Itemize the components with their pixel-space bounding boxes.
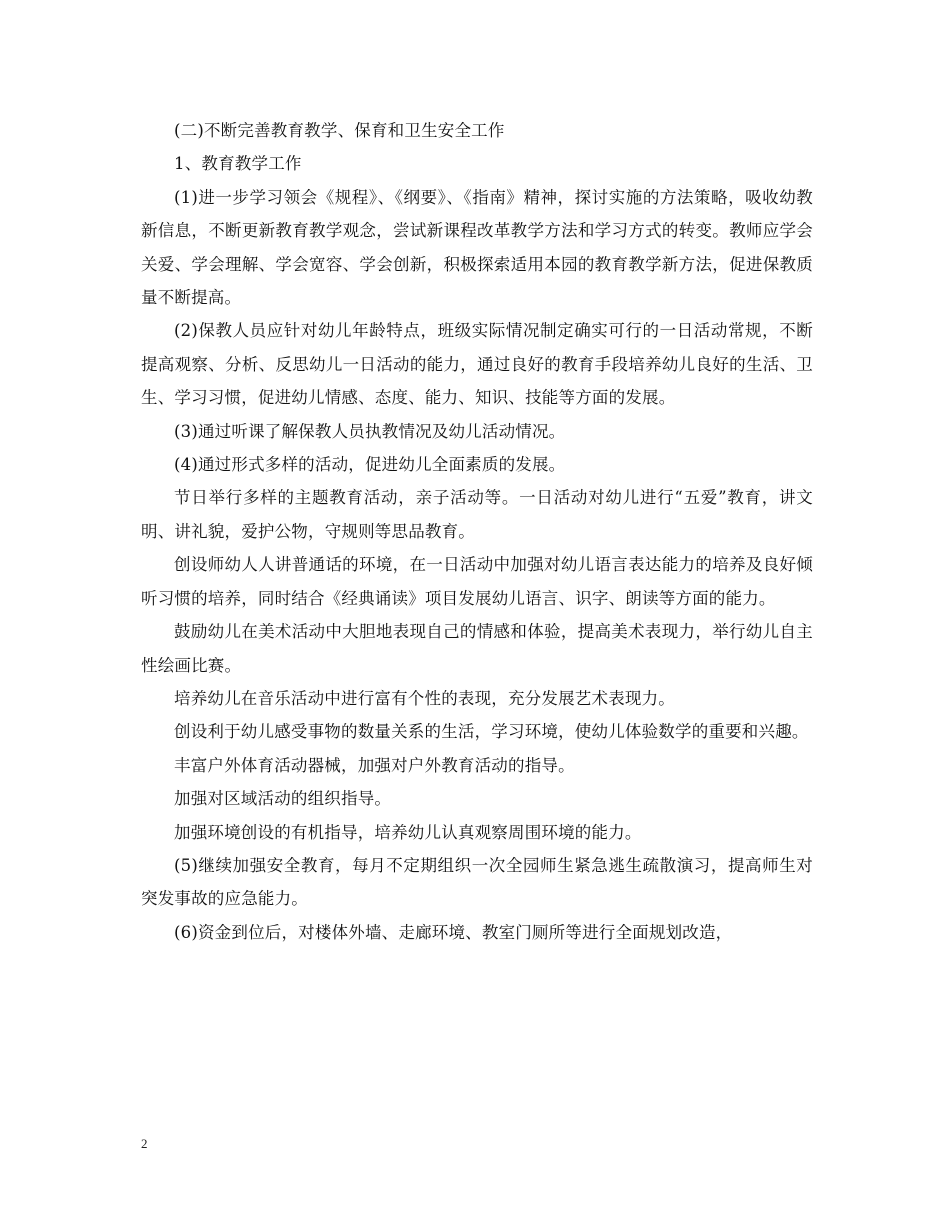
paragraph-math-environment: 创设利于幼儿感受事物的数量关系的生活，学习环境，使幼儿体验数学的重要和兴趣。	[174, 722, 809, 742]
subsection-heading: 1、教育教学工作	[174, 154, 302, 174]
paragraph-outdoor-activities: 丰富户外体育活动器械，加强对户外教育活动的指导。	[174, 755, 575, 775]
paragraph-festival-activities: 节日举行多样的主题教育活动，亲子活动等。一日活动对幼儿进行“五爱”教育，讲文明、讲礼貌，爱护公物，守规则等思品教育。	[141, 488, 813, 541]
page-number: 2	[141, 1136, 148, 1151]
paragraph-art-activities: 鼓励幼儿在美术活动中大胆地表现自己的情感和体验，提高美术表现力，举行幼儿自主性绘画比赛。	[141, 622, 813, 675]
paragraph-music-activities: 培养幼儿在音乐活动中进行富有个性的表现，充分发展艺术表现力。	[174, 688, 675, 708]
paragraph-environment-guidance: 加强环境创设的有机指导，培养幼儿认真观察周围环境的能力。	[174, 822, 642, 842]
paragraph-item-3: (3)通过听课了解保教人员执教情况及幼儿活动情况。	[174, 421, 566, 441]
paragraph-area-activities: 加强对区域活动的组织指导。	[174, 789, 392, 809]
paragraph-language-environment: 创设师幼人人讲普通话的环境，在一日活动中加强对幼儿语言表达能力的培养及良好倾听习惯的培养，同时结合《经典诵读》项目发展幼儿语言、识字、朗读等方面的能力。	[141, 555, 813, 608]
paragraph-item-5: (5)继续加强安全教育，每月不定期组织一次全园师生紧急逃生疏散演习，提高师生对突发事故的应急能力。	[141, 855, 813, 909]
paragraph-item-4: (4)通过形式多样的活动，促进幼儿全面素质的发展。	[174, 455, 566, 475]
section-heading: (二)不断完善教育教学、保育和卫生安全工作	[174, 121, 505, 140]
paragraph-item-1: (1)进一步学习领会《规程》、《纲要》、《指南》精神，探讨实施的方法策略，吸收幼教新信息，不断更新教育教学观念，尝试新课程改革教学方法和学习方式的转变。教师应学会关爱、学会理解、学会宽容、学会创新，积极探索适用本园的教育教学新方法，促进保教质量不断提高。	[141, 187, 813, 308]
document-body	[141, 114, 813, 949]
paragraph-item-6: (6)资金到位后，对楼体外墙、走廊环境、教室门厕所等进行全面规划改造，	[174, 922, 733, 942]
paragraph-item-2: (2)保教人员应针对幼儿年龄特点，班级实际情况制定确实可行的一日活动常规，不断提高观察、分析、反思幼儿一日活动的能力，通过良好的教育手段培养幼儿良好的生活、卫生、学习习惯，促进幼儿情感、态度、能力、知识、技能等方面的发展。	[141, 321, 813, 408]
